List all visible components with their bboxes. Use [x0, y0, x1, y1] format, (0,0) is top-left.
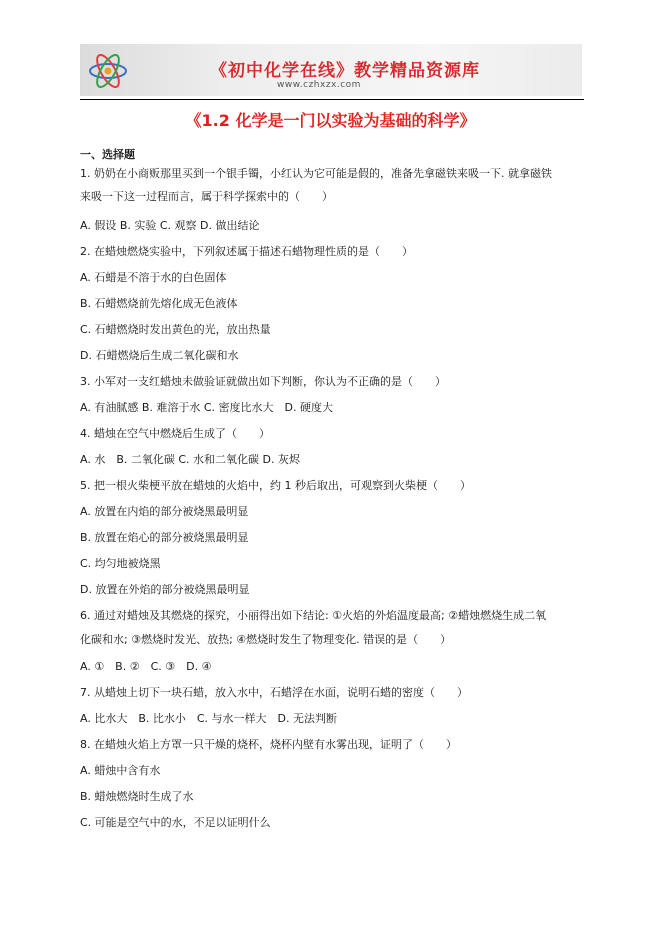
header-brand: 《初中化学在线》教学精品资源库	[210, 61, 480, 81]
option-line: A. 水 B. 二氧化碳 C. 水和二氧化碳 D. 灰烬	[80, 453, 300, 466]
option-line: A. ① B. ② C. ③ D. ④	[80, 660, 212, 673]
option-line: C. 石蜡燃烧时发出黄色的光，放出热量	[80, 323, 271, 336]
option-line: C. 可能是空气中的水，不足以证明什么	[80, 816, 271, 829]
question-line: 4. 蜡烛在空气中燃烧后生成了（ ）	[80, 427, 270, 440]
question-line: 2. 在蜡烛燃烧实验中，下列叙述属于描述石蜡物理性质的是（ ）	[80, 245, 413, 258]
question-line: 3. 小军对一支红蜡烛未做验证就做出如下判断，你认为不正确的是（ ）	[80, 375, 446, 388]
document-title: 《1.2 化学是一门以实验为基础的科学》	[185, 111, 476, 130]
option-line: B. 放置在焰心的部分被烧黑最明显	[80, 531, 249, 544]
question-line: 5. 把一根火柴梗平放在蜡烛的火焰中，约 1 秒后取出，可观察到火柴梗（ ）	[80, 479, 471, 492]
question-line: 8. 在蜡烛火焰上方罩一只干燥的烧杯，烧杯内壁有水雾出现，证明了（ ）	[80, 738, 457, 751]
option-line: D. 放置在外焰的部分被烧黑最明显	[80, 583, 250, 596]
option-line: A. 放置在内焰的部分被烧黑最明显	[80, 505, 249, 518]
option-line: D. 石蜡燃烧后生成二氧化碳和水	[80, 349, 239, 362]
question-line: 1. 奶奶在小商贩那里买到一个银手镯，小红认为它可能是假的，准备先拿磁铁来吸一下. 就拿磁铁	[80, 167, 552, 180]
question-line: 6. 通过对蜡烛及其燃烧的探究，小丽得出如下结论: ①火焰的外焰温度最高; ②蜡烛燃烧生成二氧	[80, 609, 547, 622]
section-heading: 一、选择题	[80, 148, 135, 161]
atom-logo-icon	[86, 50, 130, 92]
option-line: B. 石蜡燃烧前先熔化成无色液体	[80, 297, 238, 310]
option-line: B. 蜡烛燃烧时生成了水	[80, 790, 194, 803]
question-line: 7. 从蜡烛上切下一块石蜡，放入水中，石蜡浮在水面，说明石蜡的密度（ ）	[80, 686, 468, 699]
option-line: A. 假设 B. 实验 C. 观察 D. 做出结论	[80, 219, 260, 232]
question-line: 来吸一下这一过程而言，属于科学探索中的（ ）	[80, 190, 333, 203]
question-line: 化碳和水; ③燃烧时发光、放热; ④燃烧时发生了物理变化. 错误的是（ ）	[80, 633, 452, 646]
option-line: A. 比水大 B. 比水小 C. 与水一样大 D. 无法判断	[80, 712, 338, 725]
option-line: A. 有油腻感 B. 难溶于水 C. 密度比水大 D. 硬度大	[80, 401, 333, 414]
option-line: A. 石蜡是不溶于水的白色固体	[80, 271, 227, 284]
option-line: A. 蜡烛中含有水	[80, 764, 161, 777]
header-divider	[80, 99, 584, 100]
option-line: C. 均匀地被烧黑	[80, 557, 161, 570]
header-url: www.czhxzx.com	[277, 80, 361, 90]
